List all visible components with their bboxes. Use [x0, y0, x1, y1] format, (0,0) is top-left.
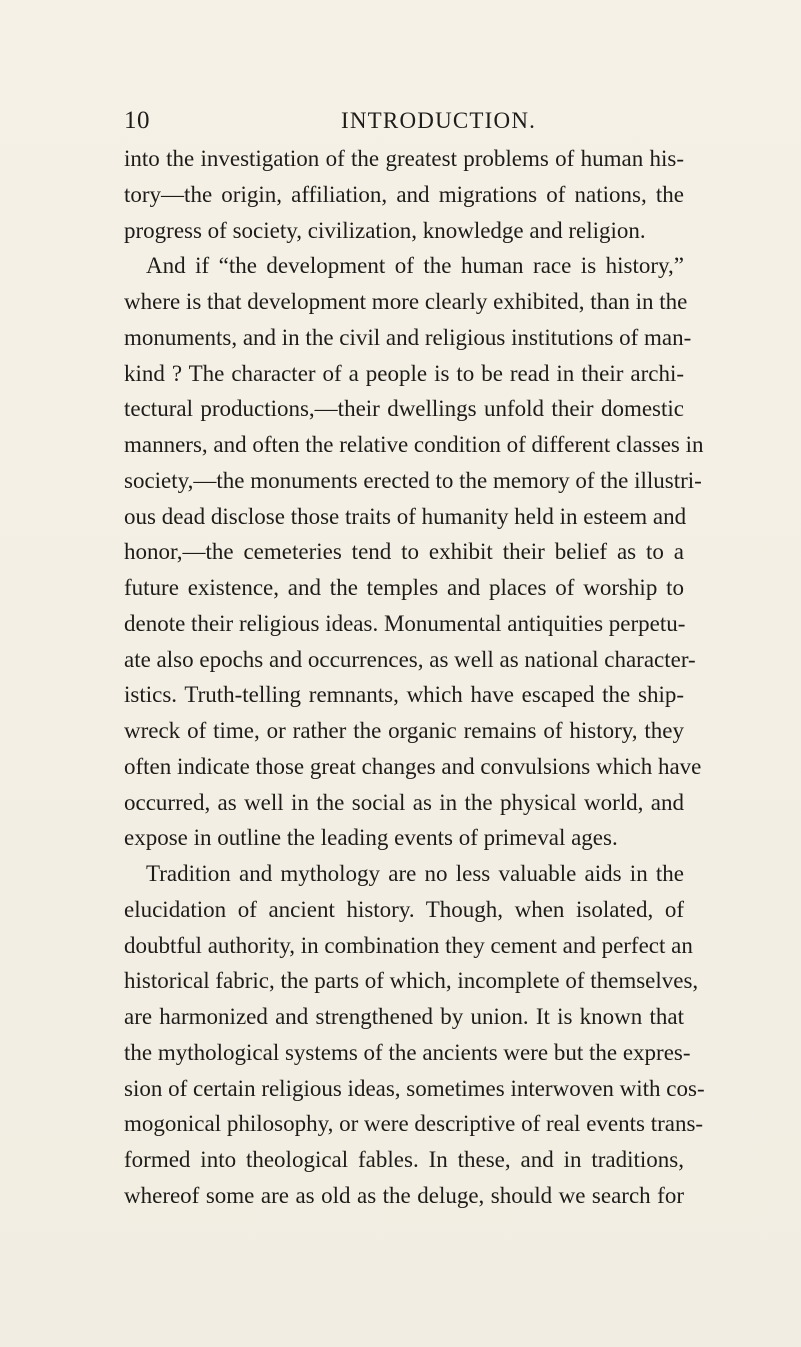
text-line: future existence, and the temples and places of worship to: [124, 575, 684, 600]
text-line: historical fabric, the parts of which, incomplete of themselves,: [124, 968, 699, 994]
text-line: ate also epochs and occurrences, as well as national character-: [124, 646, 696, 672]
text-line: mogonical philosophy, or were descriptive of real events trans-: [124, 1111, 704, 1137]
page-number: 10: [124, 107, 150, 134]
text-line: Tradition and mythology are no less valuable aids in the: [146, 861, 684, 886]
text-line: tory—the origin, affiliation, and migrations of nations, the: [124, 181, 684, 207]
text-line: are harmonized and strengthened by union. It is known that: [124, 1004, 684, 1029]
text-line: expose in outline the leading events of primeval ages.: [124, 825, 618, 851]
text-line: the mythological systems of the ancients were but the expres-: [124, 1039, 691, 1065]
page-header: [124, 106, 684, 136]
text-line: society,—the monuments erected to the memory of the illustri-: [124, 467, 702, 493]
text-line: wreck of time, or rather the organic remains of history, they: [124, 718, 684, 743]
text-line: progress of society, civilization, knowledge and religion.: [124, 217, 646, 243]
text-line: sion of certain religious ideas, sometimes interwoven with cos-: [124, 1075, 705, 1101]
text-line: kind ? The character of a people is to be read in their archi-: [124, 360, 684, 386]
text-line: denote their religious ideas. Monumental antiquities perpetu-: [124, 610, 686, 636]
text-line: into the investigation of the greatest problems of human his-: [124, 146, 684, 171]
text-line: tectural productions,—their dwellings unfold their domestic: [124, 396, 684, 422]
text-line: formed into theological fables. In these, and in traditions,: [124, 1147, 684, 1172]
text-line: whereof some are as old as the deluge, should we search for: [124, 1182, 684, 1208]
text-line: honor,—the cemeteries tend to exhibit their belief as to a: [124, 539, 684, 565]
text-line: And if “the development of the human race is history,”: [146, 253, 684, 279]
text-line: monuments, and in the civil and religious institutions of man-: [124, 324, 692, 350]
text-line: istics. Truth-telling remnants, which have escaped the ship-: [124, 682, 684, 708]
text-line: ous dead disclose those traits of humanity held in esteem and: [124, 503, 687, 529]
body-text: [124, 141, 705, 1214]
text-line: often indicate those great changes and convulsions which have: [124, 753, 702, 779]
text-line: doubtful authority, in combination they cement and perfect an: [124, 932, 693, 958]
text-line: where is that development more clearly exhibited, than in the: [124, 289, 688, 314]
running-head: INTRODUCTION.: [341, 108, 537, 133]
text-line: manners, and often the relative condition of different classes in: [124, 432, 704, 457]
text-line: occurred, as well in the social as in the physical world, and: [124, 789, 684, 815]
text-line: elucidation of ancient history. Though, when isolated, of: [124, 896, 684, 922]
